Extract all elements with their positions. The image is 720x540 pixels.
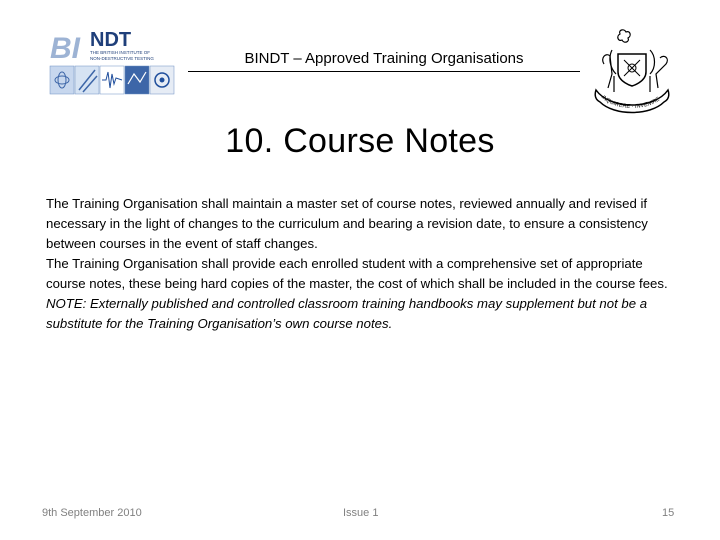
footer-date: 9th September 2010 (42, 507, 142, 519)
logo-tagline-1: THE BRITISH INSTITUTE OF (90, 50, 151, 55)
note-text: NOTE: Externally published and controlled classroom training handbooks may supplement but not be a substitute for the Training Organisation’s own course notes. (46, 296, 648, 331)
header-title: BINDT – Approved Training Organisations (188, 50, 580, 72)
slide-title: 10. Course Notes (225, 122, 495, 160)
paragraph-student-notes: The Training Organisation shall provide each enrolled student with a comprehensive set of appropriate course notes, these being hard copies of the master, the cost of which shall be included in the course fees. (46, 256, 668, 291)
paragraph-master-notes: The Training Organisation shall maintain a master set of course notes, reviewed annually and revised if necessary in the light of changes to the curriculum and bearing a revision date, to ensure a consistency between courses in the event of staff changes. (46, 196, 648, 251)
coat-of-arms-icon (590, 28, 674, 120)
footer-issue: Issue 1 (343, 507, 379, 519)
logo-tiles (50, 66, 174, 94)
crest-motto: INQUIRERE · INVENIRE · (600, 94, 664, 111)
logo-name: NDT (90, 29, 132, 51)
logo-tagline-2: NON-DESTRUCTIVE TESTING (90, 56, 154, 61)
body-content (46, 194, 676, 334)
bindt-logo (48, 24, 178, 96)
logo-mark: BI (50, 32, 80, 65)
footer-page-number: 15 (662, 507, 675, 519)
